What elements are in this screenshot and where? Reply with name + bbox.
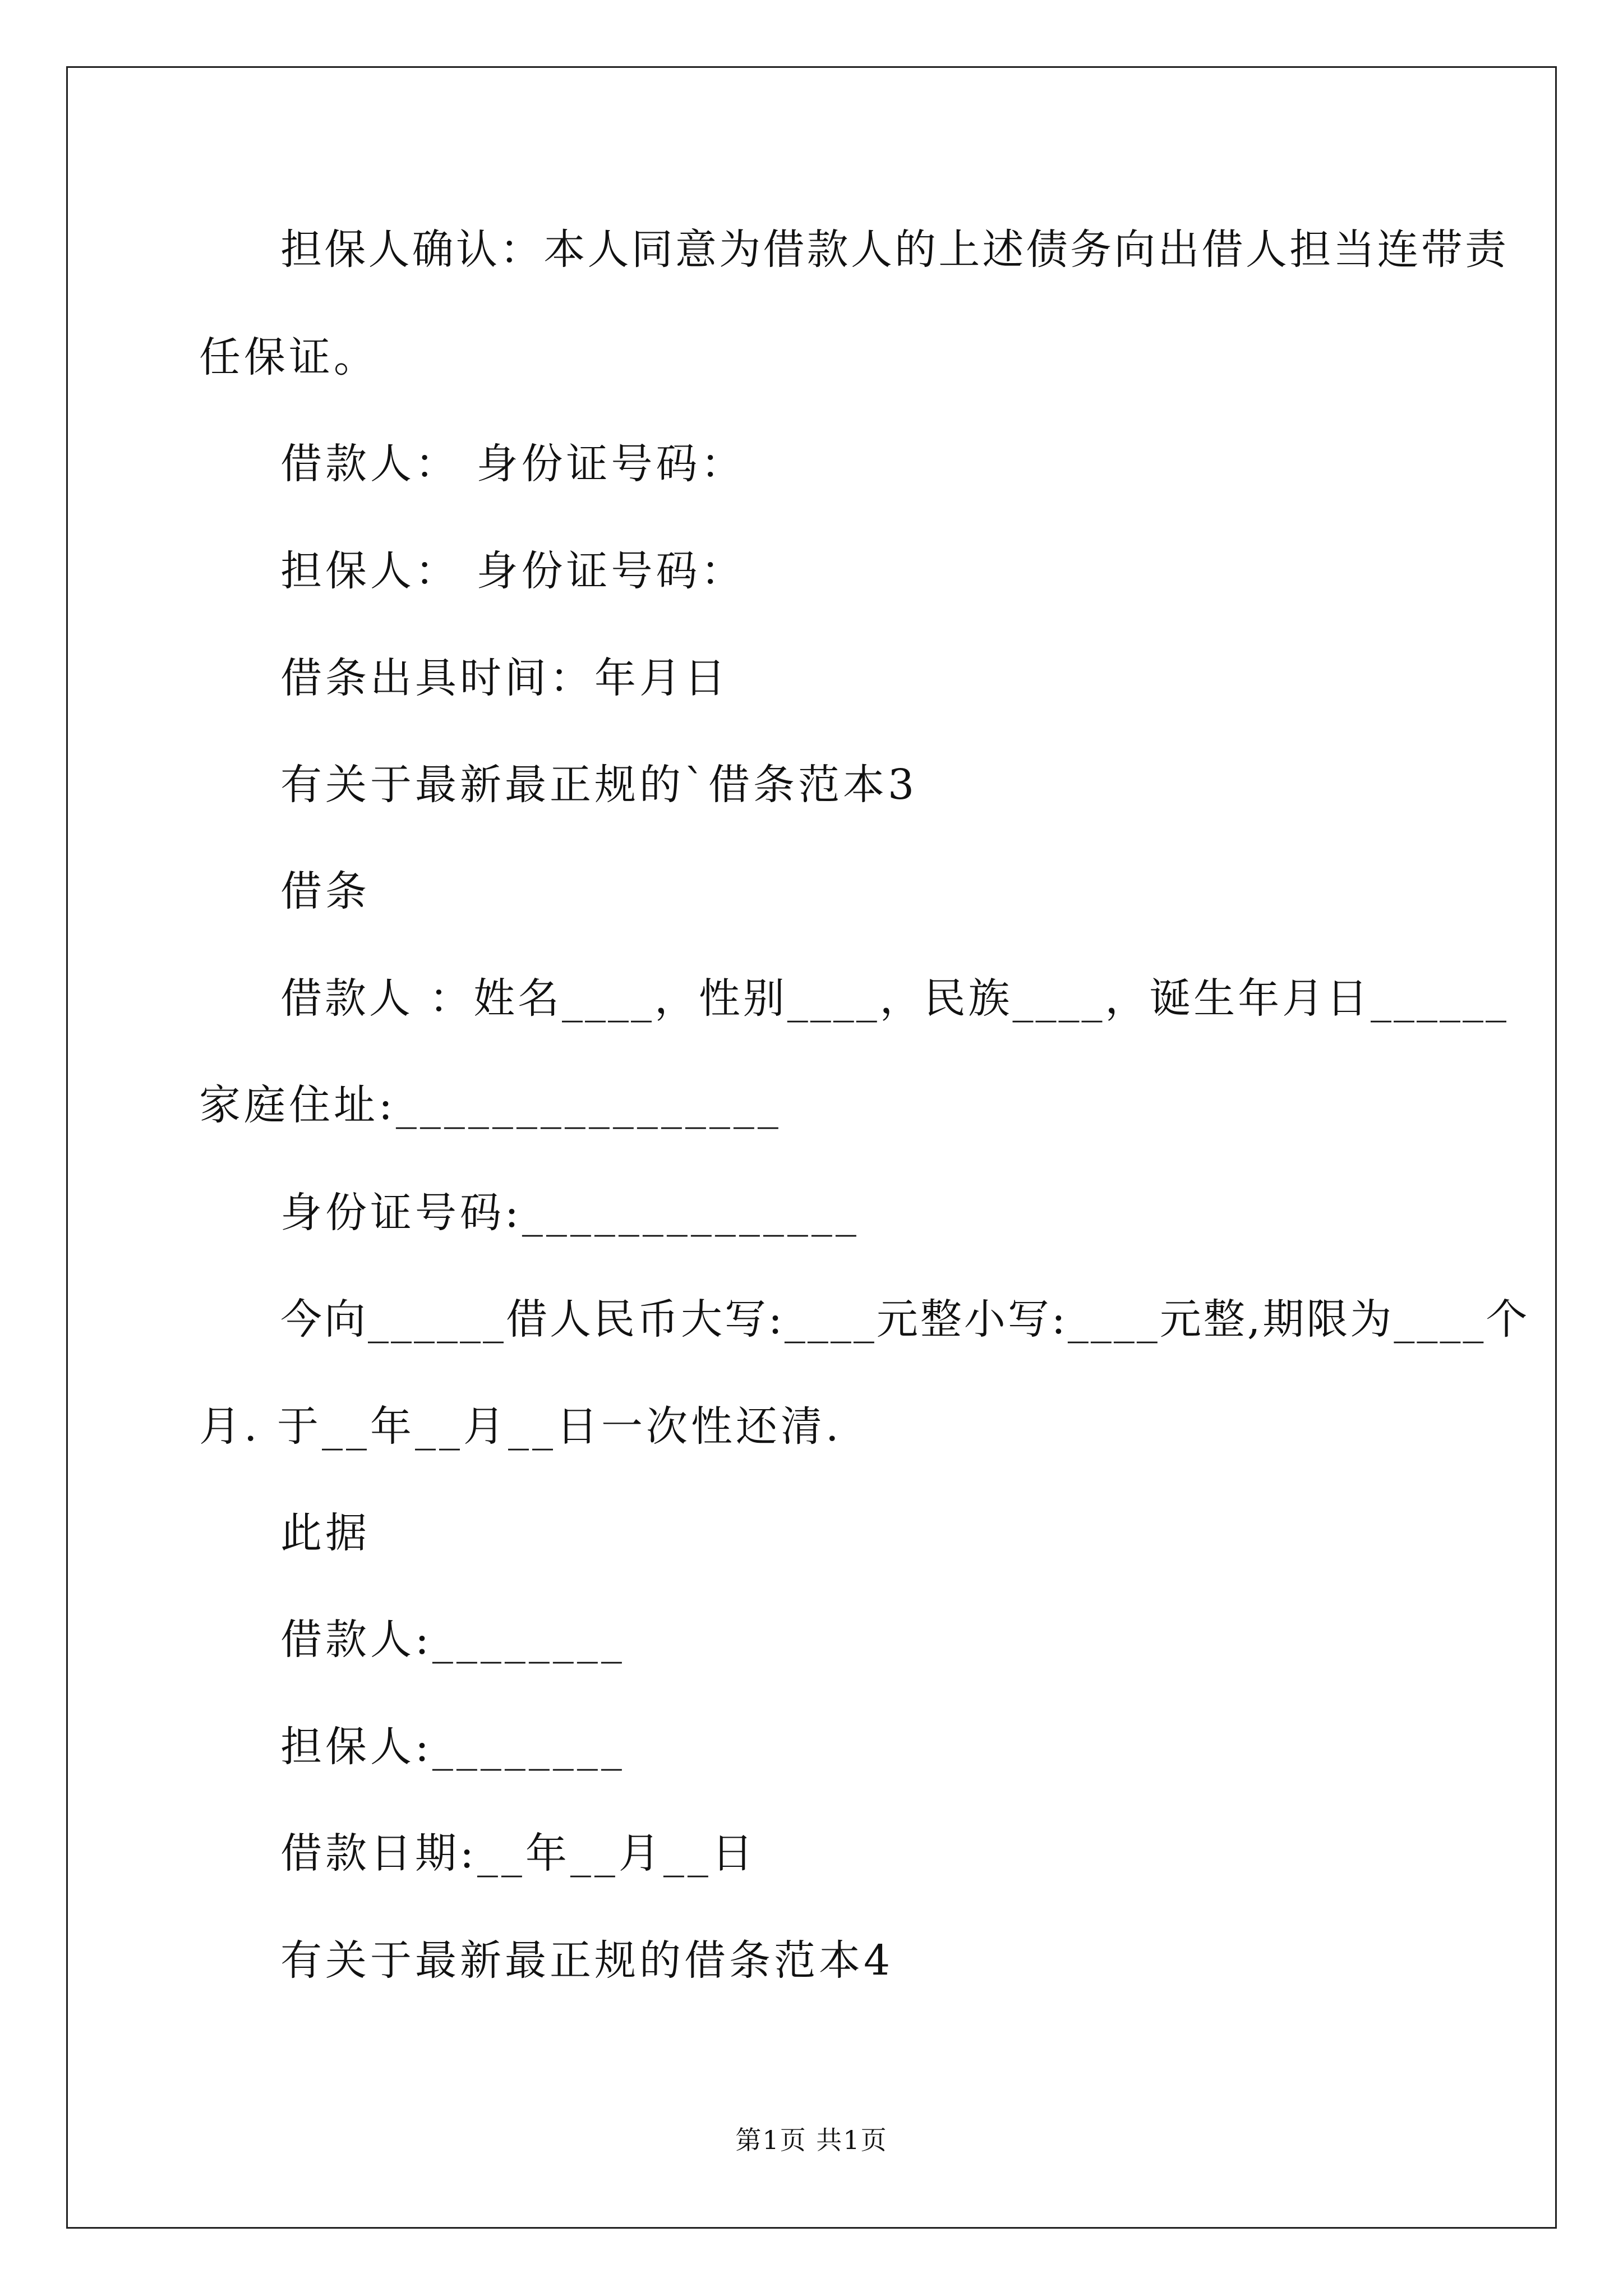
guarantor-signature-line: 担保人:________ xyxy=(280,1723,625,1771)
borrower-details-line: 借款人 ：姓名____，性别____，民族____，诞生年月日______ xyxy=(280,974,1509,1023)
page-frame xyxy=(66,66,1557,2229)
page-number: 第1页 共1页 xyxy=(735,2125,888,2155)
hereby-line: 此据 xyxy=(280,1509,370,1557)
home-address-line: 家庭住址:________________ xyxy=(199,1081,782,1129)
iou-title: 借条 xyxy=(280,867,370,915)
borrower-signature-line: 借款人:________ xyxy=(280,1616,625,1664)
guarantor-confirmation-line-1: 担保人确认：本人同意为借款人的上述债务向出借人担当连带责 xyxy=(280,226,1509,274)
loan-amount-line-2: 月. 于__年__月__日一次性还清. xyxy=(199,1402,842,1451)
issue-date-line: 借条出具时间：年月日 xyxy=(280,654,729,702)
borrower-id-line: 借款人： 身份证号码： xyxy=(280,440,746,488)
guarantor-id-line: 担保人： 身份证号码： xyxy=(280,547,746,595)
id-number-line: 身份证号码:______________ xyxy=(280,1189,860,1237)
section-heading-4: 有关于最新最正规的借条范本4 xyxy=(280,1936,894,1985)
section-heading-3: 有关于最新最正规的`借条范本3 xyxy=(280,761,918,809)
loan-date-line: 借款日期:__年__月__日 xyxy=(280,1829,757,1878)
guarantor-confirmation-line-2: 任保证。 xyxy=(199,333,379,381)
loan-amount-line-1: 今向______借人民币大写:____元整小写:____元整,期限为____个 xyxy=(280,1295,1530,1343)
